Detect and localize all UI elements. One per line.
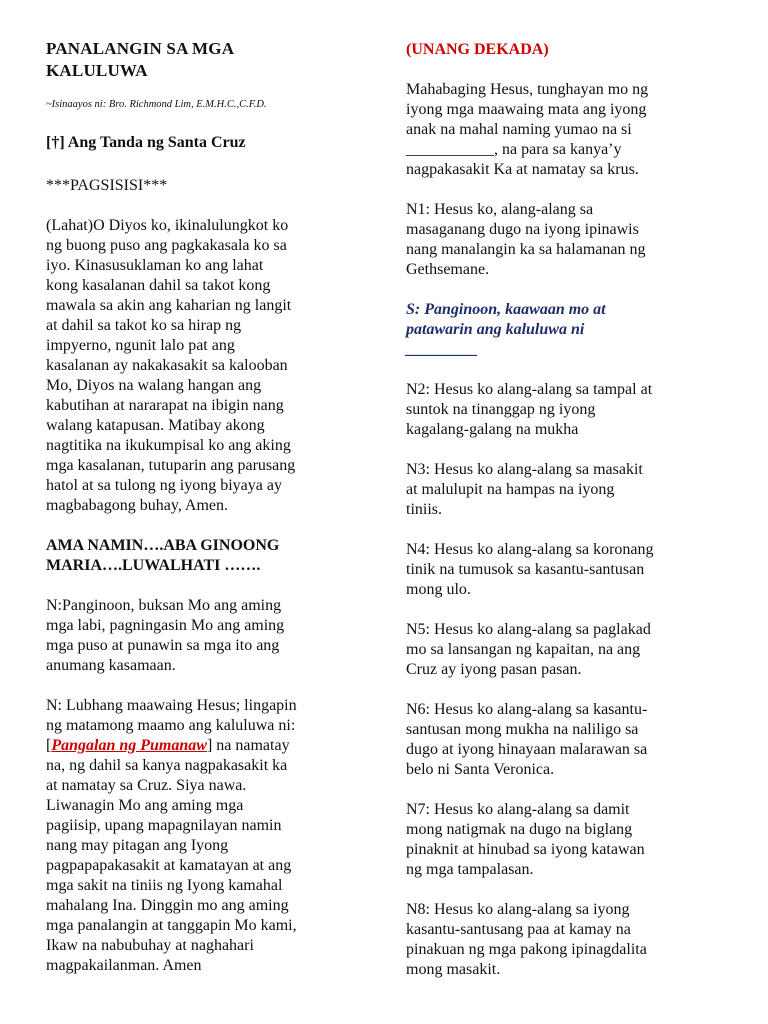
text-line: ng matamong maamo ang kaluluwa ni: — [46, 717, 296, 734]
text-line: ng mga tampalasan. — [406, 861, 534, 878]
sign-of-cross-heading: [†] Ang Tanda ng Santa Cruz — [46, 134, 246, 151]
title-line: KALULUWA — [46, 61, 148, 80]
intro-paragraph — [406, 80, 648, 180]
text-line: Cruz ay iyong pasan pasan. — [406, 661, 582, 678]
text-line: nagpakasakit Ka at namatay sa krus. — [406, 161, 639, 178]
n4-paragraph — [406, 540, 654, 600]
text-line: pagiisip, upang mapagnilayan namin — [46, 817, 282, 834]
response-paragraph — [406, 300, 606, 360]
contrition-paragraph — [46, 216, 295, 516]
n1-paragraph — [406, 200, 645, 280]
text-line: kabutihan at nararapat na ibigin nang — [46, 397, 284, 414]
text-line: N4: Hesus ko alang-alang sa koronang — [406, 541, 654, 558]
n-lubhang-paragraph — [46, 696, 297, 976]
text-line: anak na mahal naming yumao na si — [406, 121, 632, 138]
bracket-open: [ — [46, 737, 52, 754]
text-line: kong kasalanan dahil sa takot kong — [46, 277, 271, 294]
text-line: mong ulo. — [406, 581, 471, 598]
text-line: nagtitika na ikukumpisal ko ang aking — [46, 437, 291, 454]
text-line: mo sa lansangan ng kapaitan, na ang — [406, 641, 641, 658]
text-line: impyerno, ngunit lalo pat ang — [46, 337, 235, 354]
deceased-name-placeholder: Pangalan ng Pumanaw — [51, 737, 207, 754]
text-line: Mahabaging Hesus, tunghayan mo ng — [406, 81, 649, 98]
text-line: kagalang-galang na mukha — [406, 421, 579, 438]
text-line: ng buong puso ang pagkakasala ko sa — [46, 237, 287, 254]
text-line: Liwanagin Mo ang aming mga — [46, 797, 244, 814]
text-line: kasalanan ay nakakasakit sa kalooban — [46, 357, 288, 374]
text-line: mahalang Ina. Dinggin mo ang aming — [46, 897, 289, 914]
text-line: iyo. Kinasusuklaman ko ang lahat — [46, 257, 264, 274]
n6-paragraph — [406, 700, 647, 780]
text-line: iyong mga maawaing mata ang iyong — [406, 101, 647, 118]
text-line: santusan mong mukha na naliligo sa — [406, 721, 639, 738]
text-line: masaganang dugo na iyong ipinawis — [406, 221, 639, 238]
text-line: anumang kasamaan. — [46, 657, 176, 674]
text-line: pinaknit at hinubad sa iyong katawan — [406, 841, 645, 858]
text-line: ___________, na para sa kanya’y — [406, 141, 622, 158]
text-line: tiniis. — [406, 501, 443, 518]
decade-title: (UNANG DEKADA) — [406, 41, 549, 58]
n-panginoon-paragraph — [46, 596, 284, 676]
prayers-heading — [46, 536, 279, 576]
text-line: kasantu-santusang paa at kamay na — [406, 921, 631, 938]
text-line: N6: Hesus ko alang-alang sa kasantu- — [406, 701, 648, 718]
text-line: MARIA….LUWALHATI ……. — [46, 557, 261, 574]
text-line: at malulupit na hampas na iyong — [406, 481, 615, 498]
text-line: mga kasalanan, tutuparin ang parusang — [46, 457, 296, 474]
text-line: N1: Hesus ko, alang-alang sa — [406, 201, 594, 218]
text-line: walang katapusan. Matibay akong — [46, 417, 265, 434]
n2-paragraph — [406, 380, 652, 440]
text-line: Mo, Diyos na walang hangan ang — [46, 377, 262, 394]
text-line: Ikaw na nabubuhay at naghahari — [46, 937, 254, 954]
text-line: AMA NAMIN….ABA GINOONG — [46, 537, 280, 554]
text-line: Gethsemane. — [406, 261, 490, 278]
text-line: tinik na tumusok sa kasantu-santusan — [406, 561, 645, 578]
text-line: magbabagong buhay, Amen. — [46, 497, 229, 514]
pagsisisi-heading: ***PAGSISISI*** — [46, 177, 168, 194]
text-line: N:Panginoon, buksan Mo ang aming — [46, 597, 282, 614]
text-line: nang manalangin ka sa halamanan ng — [406, 241, 646, 258]
text-line: N8: Hesus ko alang-alang sa iyong — [406, 901, 630, 918]
text-line: pagpapapakasakit at kamatayan at ang — [46, 857, 292, 874]
text-line: N5: Hesus ko alang-alang sa paglakad — [406, 621, 651, 638]
text-line: mawala sa akin ang kaharian ng langit — [46, 297, 292, 314]
text-line: mga puso at punawin sa mga ito ang — [46, 637, 280, 654]
text-line: (Lahat)O Diyos ko, ikinalulungkot ko — [46, 217, 289, 234]
text-line: na, ng dahil sa kanya nagpakasakit ka — [46, 757, 288, 774]
text-line: N2: Hesus ko alang-alang sa tampal at — [406, 381, 653, 398]
text-line: patawarin ang kaluluwa ni — [406, 321, 585, 338]
n3-paragraph — [406, 460, 643, 520]
text-line: nang may pitagan ang Iyong — [46, 837, 229, 854]
author-credit: ~Isinaayos ni: Bro. Richmond Lim, E.M.H.C.,C.F.D. — [46, 99, 267, 110]
text-line: dugo at iyong hinayaan malarawan sa — [406, 741, 648, 758]
title-line: PANALANGIN SA MGA — [46, 39, 235, 58]
text-line: at dahil sa takot ko sa hirap ng — [46, 317, 242, 334]
n8-paragraph — [406, 900, 647, 980]
document-title — [46, 38, 234, 82]
text-line: suntok na tinanggap ng iyong — [406, 401, 596, 418]
text-line: magpakailanman. Amen — [46, 957, 202, 974]
text-line: N7: Hesus ko alang-alang sa damit — [406, 801, 630, 818]
text-line: S: Panginoon, kaawaan mo at — [406, 301, 606, 318]
text-line: mong masakit. — [406, 961, 501, 978]
bracket-after: ] na namatay — [206, 737, 290, 754]
text-line: N: Lubhang maawaing Hesus; lingapin — [46, 697, 297, 714]
n5-paragraph — [406, 620, 651, 680]
n7-paragraph — [406, 800, 645, 880]
text-line: mga sakit na tiniis ng Iyong kamahal — [46, 877, 283, 894]
text-line: N3: Hesus ko alang-alang sa masakit — [406, 461, 643, 478]
text-line — [46, 736, 297, 756]
text-line: mong natigmak na dugo na biglang — [406, 821, 633, 838]
text-line: at namatay sa Cruz. Siya nawa. — [46, 777, 247, 794]
text-line: belo ni Santa Veronica. — [406, 761, 555, 778]
text-line: mga labi, pagningasin Mo ang aming — [46, 617, 285, 634]
text-line: pinakuan ng mga pakong ipinagdalita — [406, 941, 647, 958]
text-line: _________ — [406, 341, 478, 358]
text-line: mga panalangin at tanggapin Mo kami, — [46, 917, 297, 934]
text-line: hatol at sa tulong ng iyong biyaya ay — [46, 477, 282, 494]
